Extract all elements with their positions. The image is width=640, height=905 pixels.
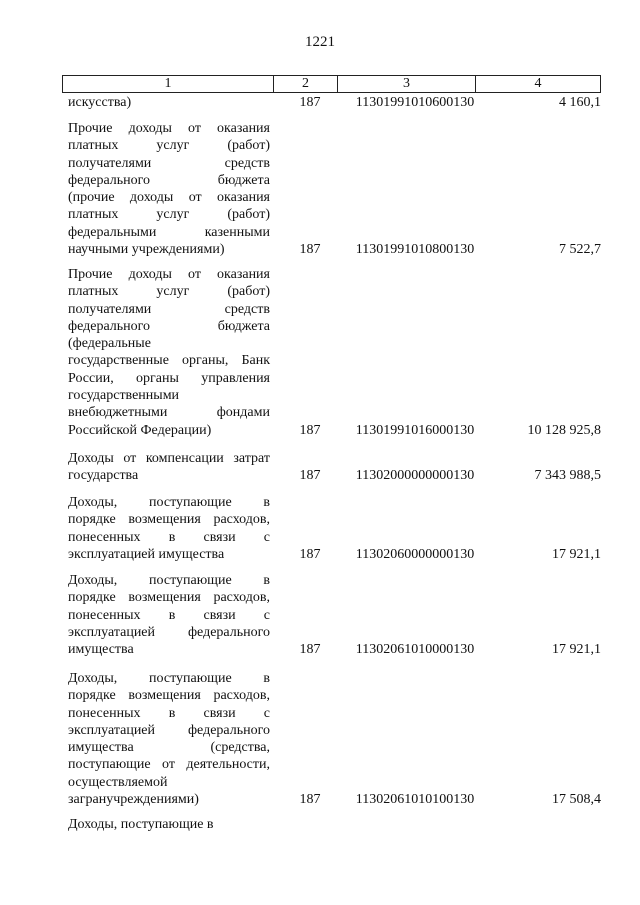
description-line: эксплуатацией федерального (68, 722, 270, 738)
description-line: федеральными казенными (68, 224, 270, 240)
description-line: понесенных в связи с (68, 607, 270, 623)
row-amount: 17 508,4 (552, 792, 601, 808)
description-line: Доходы, поступающие в (68, 817, 214, 832)
row-admin-code: 187 (299, 422, 321, 438)
description-line: поступающие от деятельности, (68, 757, 270, 773)
row-description (68, 266, 270, 439)
header-col-4: 4 (475, 76, 600, 92)
table-row (0, 572, 640, 659)
row-description (68, 494, 270, 563)
row-amount: 17 921,1 (552, 642, 601, 658)
row-budget-code: 11302061010000130 (355, 642, 475, 658)
table-header (62, 75, 601, 93)
row-admin-code: 187 (299, 546, 321, 562)
row-description (68, 816, 270, 833)
description-line: Прочие доходы от оказания (68, 267, 270, 282)
row-description (68, 670, 270, 808)
description-line: Доходы, поступающие в (68, 671, 270, 686)
description-line: внебюджетными фондами (68, 405, 270, 421)
row-budget-code: 11302060000000130 (355, 546, 475, 562)
row-amount: 17 921,1 (552, 546, 601, 562)
description-line: государственные органы, Банк (68, 353, 270, 369)
row-budget-code: 11301991016000130 (355, 422, 475, 438)
page-number: 1221 (305, 34, 335, 50)
description-line: платных услуг (работ) (68, 207, 270, 223)
row-description (68, 94, 270, 111)
description-line: эксплуатацией имущества (68, 546, 225, 562)
description-line: искусства) (68, 95, 132, 110)
row-admin-code: 187 (299, 792, 321, 808)
description-line: (федеральные (68, 336, 151, 352)
description-line: платных услуг (работ) (68, 284, 270, 300)
description-line: федерального бюджета (68, 318, 270, 334)
row-amount: 10 128 925,8 (527, 422, 601, 438)
description-line: имущества (68, 642, 134, 658)
description-line: государства (68, 468, 139, 484)
row-amount: 4 160,1 (559, 95, 601, 110)
table-row (0, 670, 640, 808)
row-description (68, 572, 270, 658)
description-line: Российской Федерации) (68, 422, 212, 438)
description-line: понесенных в связи с (68, 529, 270, 545)
header-col-2: 2 (273, 76, 337, 92)
row-description (68, 450, 270, 485)
row-admin-code: 187 (299, 242, 321, 258)
row-amount: 7 343 988,5 (534, 468, 601, 484)
description-line: порядке возмещения расходов, (68, 590, 270, 606)
description-line: научными учреждениями) (68, 242, 225, 258)
description-line: государственными (68, 388, 180, 404)
header-col-1: 1 (164, 76, 172, 91)
description-line: загранучреждениями) (68, 792, 199, 808)
table-row (0, 494, 640, 563)
row-budget-code: 11301991010800130 (355, 242, 475, 258)
description-line: понесенных в связи с (68, 705, 270, 721)
description-line: федерального бюджета (68, 172, 270, 188)
table-row (0, 450, 640, 485)
description-line: осуществляемой (68, 774, 168, 790)
row-admin-code: 187 (299, 468, 321, 484)
table-row (0, 816, 640, 833)
description-line: Доходы, поступающие в (68, 495, 270, 510)
description-line: (прочие доходы от оказания (68, 190, 270, 206)
row-description (68, 120, 270, 258)
description-line: порядке возмещения расходов, (68, 688, 270, 704)
row-amount: 7 522,7 (559, 242, 601, 258)
row-budget-code: 11301991010600130 (355, 95, 475, 110)
table-row (0, 266, 640, 439)
description-line: получателями средств (68, 301, 270, 317)
table-row (0, 94, 640, 111)
description-line: получателями средств (68, 155, 270, 171)
header-col-3: 3 (337, 76, 475, 92)
description-line: порядке возмещения расходов, (68, 512, 270, 528)
description-line: Доходы, поступающие в (68, 573, 270, 588)
description-line: имущества (средства, (68, 740, 270, 756)
row-budget-code: 11302000000000130 (355, 468, 475, 484)
description-line: эксплуатацией федерального (68, 624, 270, 640)
row-admin-code: 187 (299, 95, 321, 110)
row-admin-code: 187 (299, 642, 321, 658)
description-line: Доходы от компенсации затрат (68, 451, 270, 466)
description-line: Прочие доходы от оказания (68, 121, 270, 136)
row-budget-code: 11302061010100130 (355, 792, 475, 808)
description-line: платных услуг (работ) (68, 138, 270, 154)
table-row (0, 120, 640, 258)
description-line: России, органы управления (68, 370, 270, 386)
